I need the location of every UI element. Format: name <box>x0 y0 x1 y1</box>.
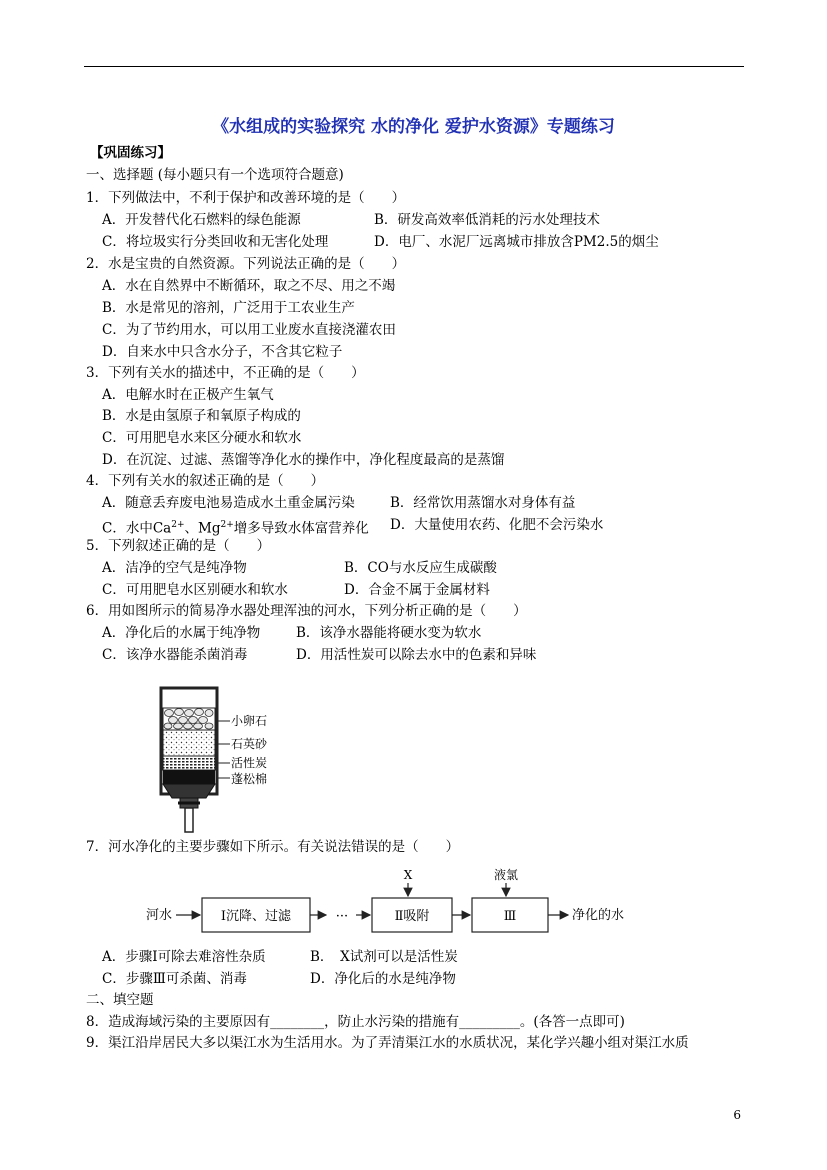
flow-input: 河水 <box>146 908 173 923</box>
q4-option-a: A．随意丢弃废电池易造成水土重金属污染 <box>102 495 355 511</box>
q7-option-c: C．步骤Ⅲ可杀菌、消毒 <box>102 971 247 987</box>
flow-reagent-chlorine: 液氯 <box>493 868 519 882</box>
q3-option-c: C．可用肥皂水来区分硬水和软水 <box>102 430 302 446</box>
q5-option-b: B．CO与水反应生成碳酸 <box>344 560 497 576</box>
label-sand: 石英砂 <box>231 737 268 751</box>
label-carbon: 活性炭 <box>231 756 268 770</box>
q4-option-c: C．水中$Ca^{2+}$、$Mg^{2+}$增多导致水体富营养化 <box>102 520 369 537</box>
q5-option-c: C．可用肥皂水区别硬水和软水 <box>102 582 288 598</box>
q1-option-c: C．将垃圾实行分类回收和无害化处理 <box>102 234 329 250</box>
pebbles <box>164 709 213 730</box>
q3-option-b: B．水是由氢原子和氧原子构成的 <box>102 408 301 424</box>
q4-option-b: B．经常饮用蒸馏水对身体有益 <box>390 495 576 511</box>
label-pebbles: 小卵石 <box>231 714 268 728</box>
q1-stem: 1．下列做法中，不利于保护和改善环境的是（ ） <box>86 190 406 206</box>
q3-option-a: A．电解水时在正极产生氧气 <box>102 387 274 403</box>
carbon-layer <box>163 756 215 770</box>
q7-stem: 7．河水净化的主要步骤如下所示。有关说法错误的是（ ） <box>86 839 460 855</box>
q6-option-a: A．净化后的水属于纯净物 <box>102 625 261 641</box>
filter-outlet <box>163 784 215 798</box>
water-filter-figure <box>150 686 290 836</box>
q2-option-a: A．水在自然界中不断循环，取之不尽、用之不竭 <box>102 278 396 294</box>
q3-option-d: D．在沉淀、过滤、蒸馏等净化水的操作中，净化程度最高的是蒸馏 <box>102 452 505 468</box>
q2-stem: 2．水是宝贵的自然资源。下列说法正确的是（ ） <box>86 256 406 272</box>
q1-option-b: B．研发高效率低消耗的污水处理技术 <box>374 212 600 228</box>
q6-option-c: C．该净水器能杀菌消毒 <box>102 647 248 663</box>
page-title: 《水组成的实验探究 水的净化 爱护水资源》专题练习 <box>212 117 615 137</box>
filter-spout <box>185 808 193 832</box>
q7-option-d: D．净化后的水是纯净物 <box>310 971 456 987</box>
cotton-layer <box>163 770 215 784</box>
q6-option-b: B．该净水器能将硬水变为软水 <box>296 625 482 641</box>
q2-option-c: C．为了节约用水，可以用工业废水直接浇灌农田 <box>102 322 396 338</box>
q6-option-d: D．用活性炭可以除去水中的色素和异味 <box>296 647 537 663</box>
q9-text: 9．渠江沿岸居民大多以渠江水为生活用水。为了弄清渠江水的水质状况，某化学兴趣小组对渠江水质 <box>86 1035 689 1051</box>
header-rule <box>84 66 744 67</box>
q8-text: 8．造成海域污染的主要原因有________，防止水污染的措施有_________。(各答一点即可) <box>86 1014 625 1030</box>
flow-step1-label: Ⅰ沉降、过滤 <box>220 909 292 924</box>
flow-step2-label: Ⅱ吸附 <box>394 909 430 924</box>
q2-option-d: D．自来水中只含水分子，不含其它粒子 <box>102 344 343 360</box>
q7-option-b: B． X试剂可以是活性炭 <box>310 949 458 965</box>
flow-step3-label: Ⅲ <box>503 909 517 924</box>
flow-dots: ··· <box>335 909 349 924</box>
q6-stem: 6．用如图所示的简易净水器处理浑浊的河水，下列分析正确的是（ ） <box>86 603 527 619</box>
q4-option-d: D．大量使用农药、化肥不会污染水 <box>390 517 604 533</box>
part2-heading: 二、填空题 <box>86 992 154 1008</box>
q5-option-a: A．洁净的空气是纯净物 <box>102 560 247 576</box>
q2-option-b: B．水是常见的溶剂，广泛用于工农业生产 <box>102 300 355 316</box>
page-number: 6 <box>733 1108 741 1122</box>
part1-heading: 一、选择题 (每小题只有一个选项符合题意) <box>86 167 344 183</box>
q5-option-d: D．合金不属于金属材料 <box>344 582 490 598</box>
label-cotton: 蓬松棉 <box>231 772 268 786</box>
q4-stem: 4．下列有关水的叙述正确的是（ ） <box>86 473 325 489</box>
flow-reagent-x: X <box>403 868 413 882</box>
sand-layer <box>163 730 215 756</box>
section-label: 【巩固练习】 <box>90 145 171 161</box>
q7-option-a: A．步骤Ⅰ可除去难溶性杂质 <box>102 949 266 965</box>
purification-flowchart <box>140 864 650 944</box>
q3-stem: 3．下列有关水的描述中，不正确的是（ ） <box>86 365 365 381</box>
q1-option-d: D．电厂、水泥厂远离城市排放含PM2.5的烟尘 <box>374 234 659 250</box>
flow-output: 净化的水 <box>572 908 625 923</box>
q5-stem: 5．下列叙述正确的是（ ） <box>86 538 271 554</box>
q1-option-a: A．开发替代化石燃料的绿色能源 <box>102 212 301 228</box>
